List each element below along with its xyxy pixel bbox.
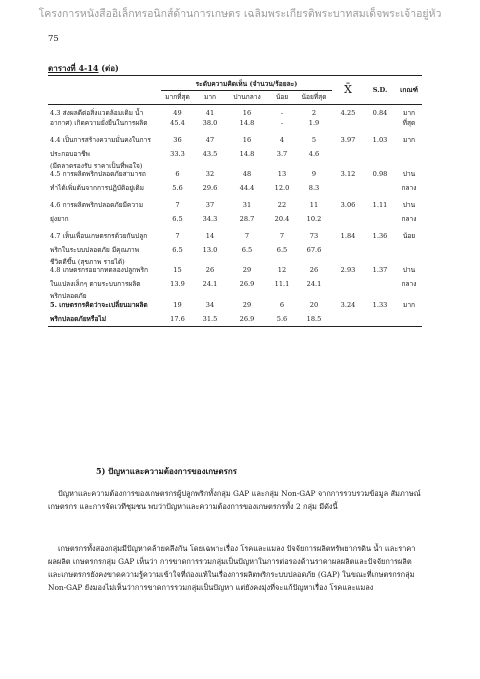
level-header: น้อย [275,93,289,102]
sd-value: 1.36 [372,232,388,241]
level-value: 33.3 [170,149,185,158]
item-label: 4.8 เกษตรกรอยากทดลองปลูกพริก [50,266,148,275]
level-value: 3.7 [276,149,288,158]
level-header: มากที่สุด [165,93,190,102]
level-value: 37 [205,201,215,210]
table-row [48,215,422,227]
level-value: 6 [279,300,285,309]
level-value: 15 [173,266,182,275]
header-blank [48,76,161,105]
level-value: 8.3 [308,184,320,193]
table-row [48,266,422,280]
item-label: พริกในระบบปลอดภัย มีคุณภาพ [50,246,140,255]
level-value: 2 [311,109,317,118]
mean-value: 3.24 [340,300,356,309]
sd-header: S.D. [372,86,388,95]
criteria-value: มาก [402,135,416,144]
level-value: 34.3 [202,215,218,224]
level-value: 10.2 [306,215,322,224]
item-label: อากาศ) เกิดความยั่งยืนในการผลิต [50,118,148,127]
level-value: 14.8 [239,149,255,158]
level-header: น้อยที่สุด [301,93,327,102]
level-value: 44.4 [239,184,255,193]
paragraph-1: ปัญหาและความต้องการของเกษตรกรผู้ปลูกพริกทั้งกลุ่ม GAP และกลุ่ม Non-GAP จากการรวบรวมข้อมูล สัมภาษณ์เกษตรกร และการจัดเวทีชุมชน พบว่าปัญหาและความต้องการของเกษตรกรทั้ง 2 กลุ่ม มีดังนี้ [48,489,421,511]
mean-value: 3.97 [340,135,356,144]
table-row [48,136,422,150]
criteria-value-line2: ที่สุด [402,118,416,127]
level-value: 34 [205,300,215,309]
criteria-value: น้อย [402,232,416,241]
level-value: 4.6 [308,149,320,158]
opinion-table [48,75,422,332]
level-value: 20.4 [274,215,290,224]
level-value: 18.5 [306,314,322,323]
item-label: 4.6 การผลิตพริกปลอดภัยมีความ [50,201,144,210]
criteria-value-line2 [396,246,422,258]
mean-value: 4.25 [340,109,356,118]
item-label: พริกปลอดภัยหรือไม่ [50,314,107,323]
mean-header: X̄ [344,83,352,97]
criteria-value-line2 [396,150,422,162]
level-header: มาก [203,93,217,102]
item-label: 4.5 การผลิตพริกปลอดภัยสามารถ [50,170,146,179]
level-value: 29 [242,266,252,275]
level-value: 16 [242,109,252,118]
mean-value: 2.93 [340,266,356,275]
level-value: 1.9 [308,118,320,127]
table-row [48,292,422,300]
level-value: 45.4 [170,118,185,127]
level-value: 4 [279,135,285,144]
level-value: 5 [311,135,317,144]
criteria-value-line2: กลาง [401,215,417,224]
table-row [48,162,422,170]
table-row [48,150,422,162]
level-value: 26 [205,266,215,275]
mean-value: 3.12 [340,170,356,179]
table-row [48,119,422,131]
level-value: 7 [279,232,285,241]
criteria-value: มาก [402,109,416,118]
level-value: 26 [309,266,319,275]
table-row [48,170,422,184]
level-value: 7 [175,232,180,241]
criteria-value-line2 [396,315,422,327]
level-value: 6.5 [276,246,288,255]
level-header: ปานกลาง [233,93,261,102]
paragraph-2: เกษตรกรทั้งสองกลุ่มมีปัญหาคล้ายคลึงกัน โดยเฉพาะเรื่อง โรคและแมลง ปัจจัยการผลิตทรัพยากรดิน น้ำ และราคาผลผลิต เกษตรกรกลุ่ม GAP เห็นว่า การขาดการรวมกลุ่มเป็นปัญหาในการต่อรองด้านราคาผลผลิตและปัจจัยการผลิต และเกษตรกรยังคงขาดความรู้ความเข้าใจที่ถ่องแท้ในเรื่องการผลิตพริกระบบปลอดภัย (GAP) ในขณะที่เกษตรกรกลุ่ม Non-GAP ยังมองไม่เห็นว่าการขาดการรวมกลุ่มเป็นปัญหา แต่ยังคงมุ่งที่จะแก้ปัญหาเรื่อง โรคและแมลง [48,544,416,592]
criteria-value-line2: กลาง [401,280,417,289]
level-value: 43.5 [202,149,218,158]
level-value: 11.1 [274,280,290,289]
level-value: 36 [173,135,182,144]
level-value: 5.6 [276,314,288,323]
mean-value: 3.06 [340,201,356,210]
sd-value: 1.11 [372,201,388,210]
level-value: 20 [309,300,319,309]
level-value: 67.6 [306,246,322,255]
item-label: 4.4 เป็นการสร้างความมั่นคงในการ [50,135,151,144]
page-number: 75 [48,34,59,44]
level-value: 6 [175,170,180,179]
table-row [48,301,422,315]
table-caption [48,62,119,75]
item-label: ทำได้เพิ่มต้นจากการปฏิบัติอยู่เดิม [50,184,144,193]
sd-value: 0.98 [372,170,388,179]
table-row [48,201,422,215]
item-label: 5. เกษตรกรคิดว่าจะเปลี่ยนมาผลิต [50,300,148,309]
level-value: 13.9 [170,280,185,289]
sd-value: 1.33 [372,300,388,309]
level-value: 31.5 [202,314,218,323]
criteria-value: มาก [402,300,416,309]
table-row [48,258,422,266]
level-value: 32 [205,170,215,179]
level-value: 41 [205,109,215,118]
running-header: โครงการหนังสืออิเล็กทรอนิกส์ด้านการเกษตร เฉลิมพระเกียรติพระบาทสมเด็จพระเจ้าอยู่หัว [38,8,442,20]
item-label: พริกปลอดภัย [50,292,87,301]
item-label: ประกอบอาชีพ [50,149,90,158]
level-value: 5.6 [172,184,183,193]
level-value: 9 [311,170,317,179]
level-value: 26.9 [239,314,255,323]
criteria-value: ปาน [402,201,416,210]
level-value: 29.6 [202,184,218,193]
table-caption-suffix: (ต่อ) [101,63,119,73]
level-value: 12 [277,266,287,275]
level-value: 22 [277,201,287,210]
level-value: 24.1 [306,280,322,289]
level-value: - [280,109,284,118]
level-value: 14.8 [239,118,255,127]
criteria-value: ปาน [402,266,416,275]
level-value: 28.7 [239,215,255,224]
table-caption-label: ตารางที่ 4-14 [48,63,99,73]
level-value: 13 [277,170,287,179]
sd-value: 1.03 [372,135,388,144]
section-title: 5) ปัญหาและความต้องการของเกษตรกร [96,466,237,476]
item-label: 4.3 ส่งผลดีต่อสิ่งแวดล้อมเดิม น้ำ [50,109,144,118]
level-value: 7 [244,232,250,241]
level-value: 26.9 [239,280,255,289]
table-row [48,105,422,119]
item-label: ชีวิตดีขึ้น (สุขภาพ รายได้) [50,258,125,267]
sd-value: 0.84 [372,109,388,118]
table-row [48,315,422,327]
table-row [48,232,422,246]
level-value: 6.5 [172,246,183,255]
level-value: 73 [309,232,319,241]
criteria-header: เกณฑ์ [400,86,418,95]
level-value: 49 [173,109,182,118]
level-value: 7 [175,201,180,210]
mean-value: 1.84 [340,232,356,241]
level-value: 17.6 [170,314,185,323]
level-value: 13.0 [202,246,218,255]
level-value: 38.0 [202,118,218,127]
table-row [48,184,422,196]
level-value: 19 [173,300,182,309]
table-row [48,246,422,258]
table-row [48,280,422,292]
level-group-header: ระดับความคิดเห็น (จำนวน/ร้อยละ) [161,76,332,91]
level-value: 47 [205,135,215,144]
criteria-value-line2: กลาง [401,184,417,193]
level-value: 14 [205,232,215,241]
level-value: 12.0 [274,184,290,193]
level-value: 24.1 [202,280,218,289]
item-label: ในแปลงเล็กๆ ตามระบบการผลิต [50,280,141,289]
level-value: 48 [242,170,252,179]
item-label: 4.7 เห็นเพื่อนเกษตรกรด้วยกันปลูก [50,232,148,241]
item-label: ยุ่งยาก [50,215,69,224]
sd-value: 1.37 [372,266,388,275]
level-value: 16 [242,135,252,144]
level-value: - [280,118,284,127]
criteria-value: ปาน [402,170,416,179]
item-label: (มีตลาดรองรับ ราคาเป็นที่พอใจ) [50,161,143,170]
level-value: 6.5 [172,215,183,224]
level-value: 29 [242,300,252,309]
level-value: 11 [309,201,319,210]
row-spacer [48,327,422,333]
level-value: 6.5 [241,246,253,255]
level-value: 31 [242,201,252,210]
